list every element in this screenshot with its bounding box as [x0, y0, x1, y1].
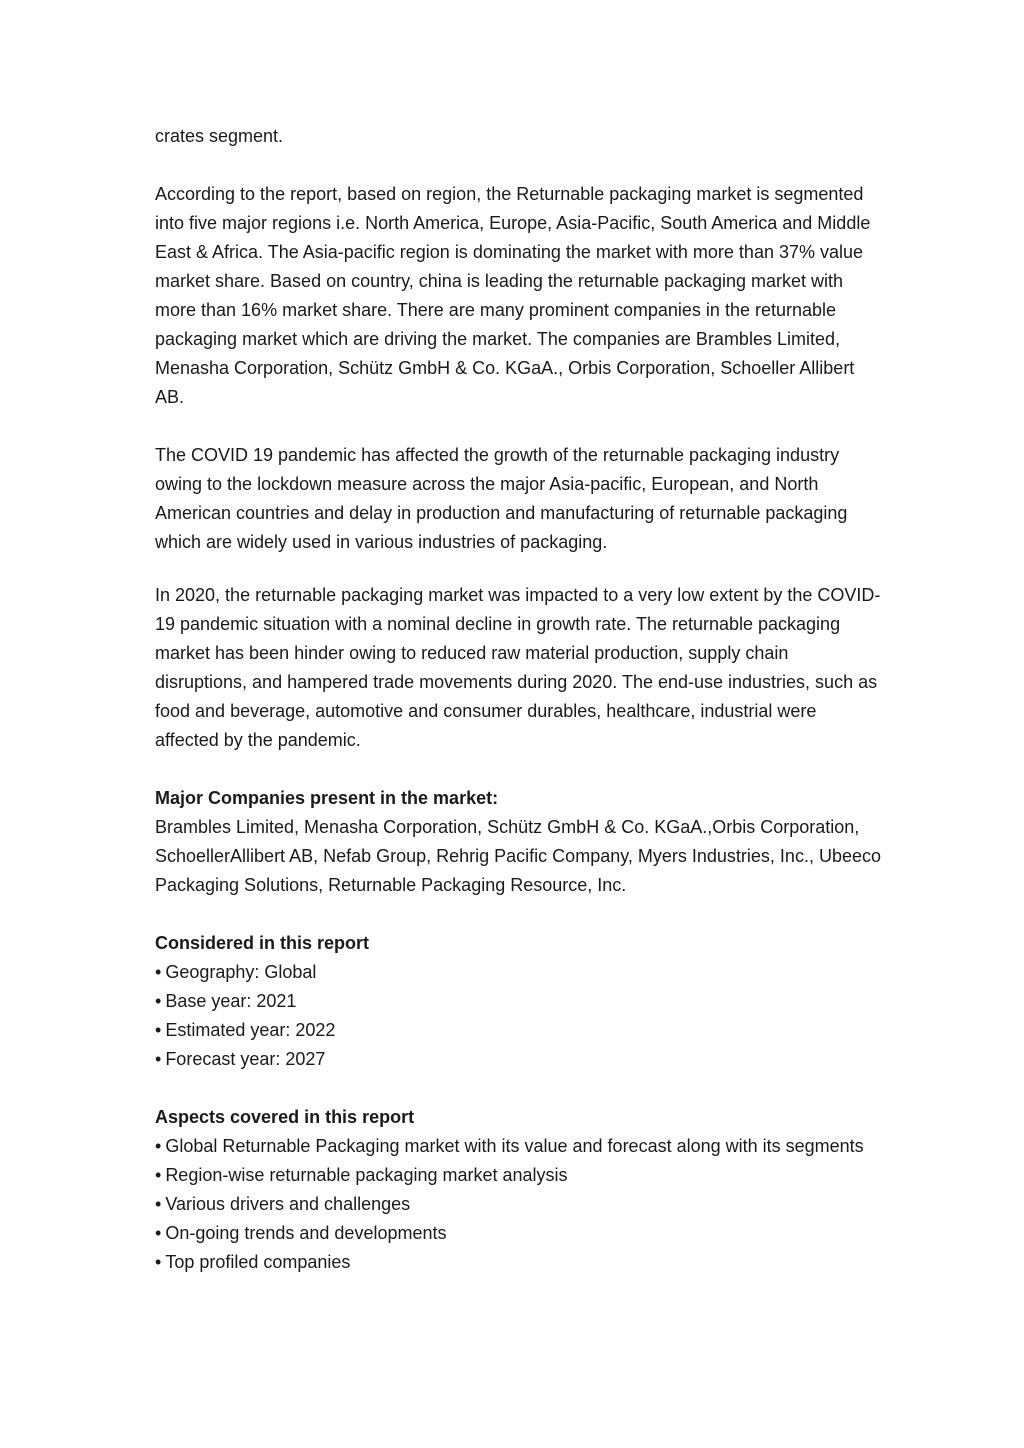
considered-list: [155, 958, 885, 1074]
list-item: [155, 958, 885, 987]
bullet-icon: •: [155, 1049, 162, 1069]
bullet-icon: •: [155, 1194, 162, 1214]
companies-heading: Major Companies present in the market:: [155, 788, 499, 808]
companies-paragraph: Brambles Limited, Menasha Corporation, Schütz GmbH & Co. KGaA.,Orbis Corporation, SchoellerAllibert AB, Nefab Group, Rehrig Pacific Company, Myers Industries, Inc., Ubeeco Packaging Solutions, Returnable Packaging Resource, Inc.: [155, 817, 881, 895]
bullet-icon: •: [155, 991, 162, 1011]
bullet-icon: •: [155, 962, 162, 982]
list-item: [155, 1045, 885, 1074]
bullet-icon: •: [155, 1165, 162, 1185]
list-item: [155, 1248, 885, 1277]
list-item-text: Various drivers and challenges: [165, 1194, 411, 1214]
spacer: [155, 1074, 885, 1103]
spacer: [155, 151, 885, 180]
document-page: [155, 122, 885, 1277]
region-paragraph: According to the report, based on region, the Returnable packaging market is segmented into five major regions i.e. North America, Europe, Asia-Pacific, South America and Middle East & Africa. The Asia-pacific region is dominating the market with more than 37% value market share. Based on country, china is leading the returnable packaging market with more than 16% market share. There are many prominent companies in the returnable packaging market which are driving the market. The companies are Brambles Limited, Menasha Corporation, Schütz GmbH & Co. KGaA., Orbis Corporation, Schoeller Allibert AB.: [155, 184, 871, 407]
list-item: [155, 1219, 885, 1248]
list-item: [155, 1016, 885, 1045]
bullet-icon: •: [155, 1020, 162, 1040]
spacer: [155, 557, 885, 581]
intro-tail-paragraph: crates segment.: [155, 126, 284, 146]
spacer: [155, 900, 885, 929]
bullet-icon: •: [155, 1223, 162, 1243]
list-item: [155, 1132, 885, 1161]
list-item: [155, 987, 885, 1016]
list-item: [155, 1161, 885, 1190]
covid-paragraph: The COVID 19 pandemic has affected the growth of the returnable packaging industry owing to the lockdown measure across the major Asia-pacific, European, and North American countries and delay in production and manufacturing of returnable packaging which are widely used in various industries of packaging.: [155, 445, 848, 552]
list-item-text: Geography: Global: [165, 962, 317, 982]
spacer: [155, 412, 885, 441]
list-item-text: Base year: 2021: [165, 991, 297, 1011]
list-item-text: On-going trends and developments: [165, 1223, 447, 1243]
aspects-list: [155, 1132, 885, 1277]
considered-heading: Considered in this report: [155, 933, 370, 953]
impact-2020-paragraph: In 2020, the returnable packaging market was impacted to a very low extent by the COVID-19 pandemic situation with a nominal decline in growth rate. The returnable packaging market has been hinder owing to reduced raw material production, supply chain disruptions, and hampered trade movements during 2020. The end-use industries, such as food and beverage, automotive and consumer durables, healthcare, industrial were affected by the pandemic.: [155, 585, 881, 750]
list-item-text: Top profiled companies: [165, 1252, 351, 1272]
spacer: [155, 755, 885, 784]
list-item-text: Forecast year: 2027: [165, 1049, 326, 1069]
list-item-text: Region-wise returnable packaging market analysis: [165, 1165, 568, 1185]
list-item-text: Global Returnable Packaging market with its value and forecast along with its segments: [165, 1136, 864, 1156]
list-item-text: Estimated year: 2022: [165, 1020, 336, 1040]
bullet-icon: •: [155, 1136, 162, 1156]
aspects-heading: Aspects covered in this report: [155, 1107, 415, 1127]
bullet-icon: •: [155, 1252, 162, 1272]
list-item: [155, 1190, 885, 1219]
